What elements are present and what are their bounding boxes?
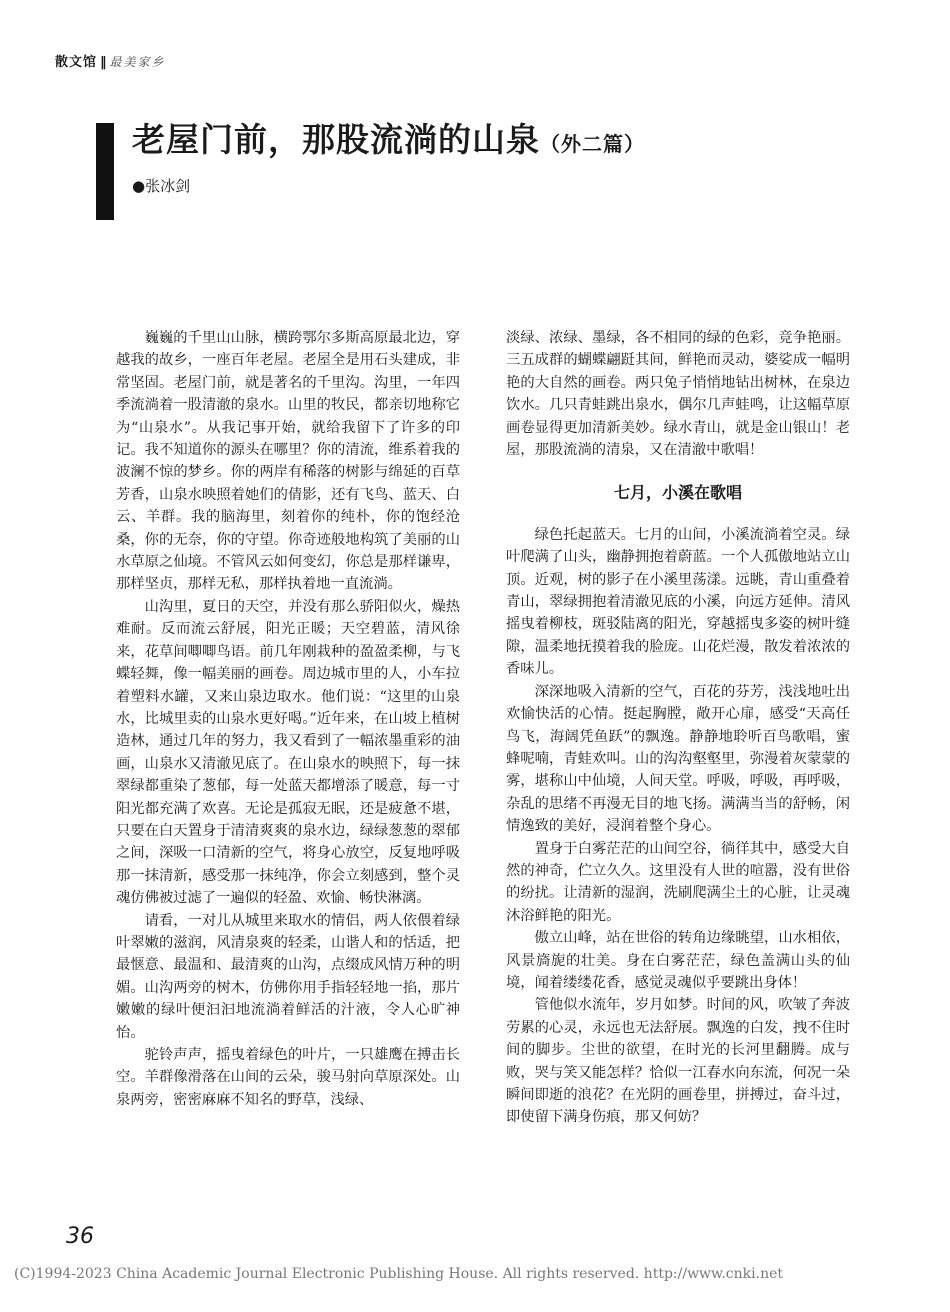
- left-text-column: [116, 327, 460, 1111]
- paragraph: 请看，一对儿从城里来取水的情侣，两人依偎着绿叶翠嫩的滋润，风清泉爽的轻柔，山谐人和的恬适，把最惬意、最温和、最清爽的山沟，点缀成风情万种的明媚。山沟两旁的树木，仿佛你用手指轻轻地一掐，那片嫩嫩的绿叶便汩汩地流淌着鲜活的汁液，令人心旷神怡。: [116, 912, 460, 1041]
- article-title: [132, 114, 645, 161]
- paragraph: 深深地吸入清新的空气，百花的芬芳，浅浅地吐出欢愉快活的心情。挺起胸膛，敞开心扉，感受“天高任鸟飞，海阔凭鱼跃”的飘逸。静静地聆听百鸟歌唱，蜜蜂呢喃，青蛙欢叫。山的沟沟壑壑里，弥漫着灰蒙蒙的雾，堪称山中仙境，人间天堂。呼吸，呼吸，再呼吸，杂乱的思绪不再漫无目的地飞扬。满满当当的舒畅，闲情逸致的美好，浸润着整个身心。: [506, 683, 850, 835]
- sub-column-name: 最美家乡: [109, 55, 166, 69]
- paragraph: 山沟里，夏日的天空，并没有那么骄阳似火，燥热难耐。反而流云舒展，阳光正暖；天空碧蓝，清风徐来，花草间唧唧鸟语。前几年刚栽种的盈盈柔柳，与飞蝶轻舞，像一幅美丽的画卷。周边城市里的人，小车拉着塑料水罐，又来山泉边取水。他们说：“这里的山泉水，比城里卖的山泉水更好喝。”近年来，在山坡上植树造林，通过几年的努力，我又看到了一幅浓墨重彩的油画，山泉水又清澈见底了。在山泉水的映照下，每一抹翠绿都重染了葱郁，每一处蓝天都增添了暖意，每一寸阳光都充满了欢喜。无论是孤寂无眠，还是疲惫不堪，只要在白天置身于清清爽爽的泉水边，绿绿葱葱的翠郁之间，深吸一口清新的空气，将身心放空，反复地呼吸那一抹清新，感受那一抹纯净，你会立刻感到，整个灵魂仿佛被过滤了一遍似的轻盈、欢愉、畅快淋漓。: [116, 598, 460, 907]
- paragraph: 绿色托起蓝天。七月的山间，小溪流淌着空灵。绿叶爬满了山头，幽静拥抱着蔚蓝。一个人孤傲地站立山顶。近观，树的影子在小溪里荡漾。远眺，青山重叠着青山，翠绿拥抱着清澈见底的小溪，向远方延伸。清风摇曳着柳枝，斑驳陆离的阳光，穿越摇曳多姿的树叶缝隙，温柔地抚摸着我的脸庞。山花烂漫，散发着浓浓的香味儿。: [506, 526, 850, 678]
- article-title-main: 老屋门前，那股流淌的山泉: [132, 120, 540, 159]
- paragraph-continued: 淡绿、浓绿、墨绿，各不相同的绿的色彩，竞争艳丽。三五成群的蝴蝶翩跹其间，鲜艳而灵动，婆娑成一幅明艳的大自然的画卷。两只兔子悄悄地钻出树林，在泉边饮水。几只青蛙跳出泉水，偶尔几声蛙鸣，让这幅草原画卷显得更加清新美妙。绿水青山，就是金山银山！老屋，那股流淌的清泉，又在清澈中歌唱！: [506, 330, 850, 459]
- article-title-suffix: （外二篇）: [540, 132, 645, 156]
- right-text-column: [506, 327, 850, 1129]
- copyright-footer: (C)1994-2023 China Academic Journal Electronic Publishing House. All rights reserved. http://www.cnki.net: [14, 1266, 784, 1282]
- page-number: 36: [66, 1224, 94, 1249]
- article-author: ●张冰剑: [132, 177, 191, 195]
- paragraph: 驼铃声声，摇曳着绿色的叶片，一只雄鹰在搏击长空。羊群像滑落在山间的云朵，骏马射向草原深处。山泉两旁，密密麻麻不知名的野草，浅绿、: [116, 1047, 460, 1108]
- paragraph: 傲立山峰，站在世俗的转角边缘眺望，山水相依，风景旖旎的壮美。身在白雾茫茫，绿色盖满山头的仙境，闻着缕缕花香，感觉灵魂似乎要跳出身体！: [506, 930, 850, 991]
- paragraph: 置身于白雾茫茫的山间空谷，徜徉其中，感受大自然的神奇，伫立久久。这里没有人世的喧嚣，没有世俗的纷扰。让清新的湿润，洗刷爬满尘土的心脏，让灵魂沐浴鲜艳的阳光。: [506, 840, 850, 924]
- paragraph: 管他似水流年，岁月如梦。时间的风，吹皱了奔波劳累的心灵，永远也无法舒展。飘逸的白发，拽不住时间的脚步。尘世的欲望，在时光的长河里翻腾。成与败，哭与笑又能怎样？恰似一江春水向东流，何况一朵瞬间即逝的浪花？在光阴的画卷里，拼搏过，奋斗过，即使留下满身伤痕，那又何妨？: [506, 997, 850, 1126]
- title-accent-bar: [96, 123, 114, 220]
- column-name: 散文馆: [55, 55, 98, 70]
- running-header: [55, 51, 166, 70]
- header-separator: ‖: [100, 55, 107, 70]
- paragraph: 巍巍的千里山山脉，横跨鄂尔多斯高原最北边，穿越我的故乡，一座百年老屋。老屋全是用石头建成，非常坚固。老屋门前，就是著名的千里沟。沟里，一年四季流淌着一股清澈的泉水。山里的牧民，都亲切地称它为“山泉水”。从我记事开始，就给我留下了许多的印记。我不知道你的源头在哪里？你的清流，维系着我的波澜不惊的梦乡。你的两岸有稀落的树影与绵延的百草芳香，山泉水映照着她们的倩影，还有飞鸟、蓝天、白云、羊群。我的脑海里，刻着你的纯朴，你的饱经沧桑，你的无奈，你的守望。你奇迹般地构筑了美丽的山水草原之仙境。不管风云如何变幻，你总是那样谦卑，那样坚贞，那样无私，那样执着地一直流淌。: [116, 330, 460, 593]
- section-title: 七月，小溪在歌唱: [613, 483, 742, 503]
